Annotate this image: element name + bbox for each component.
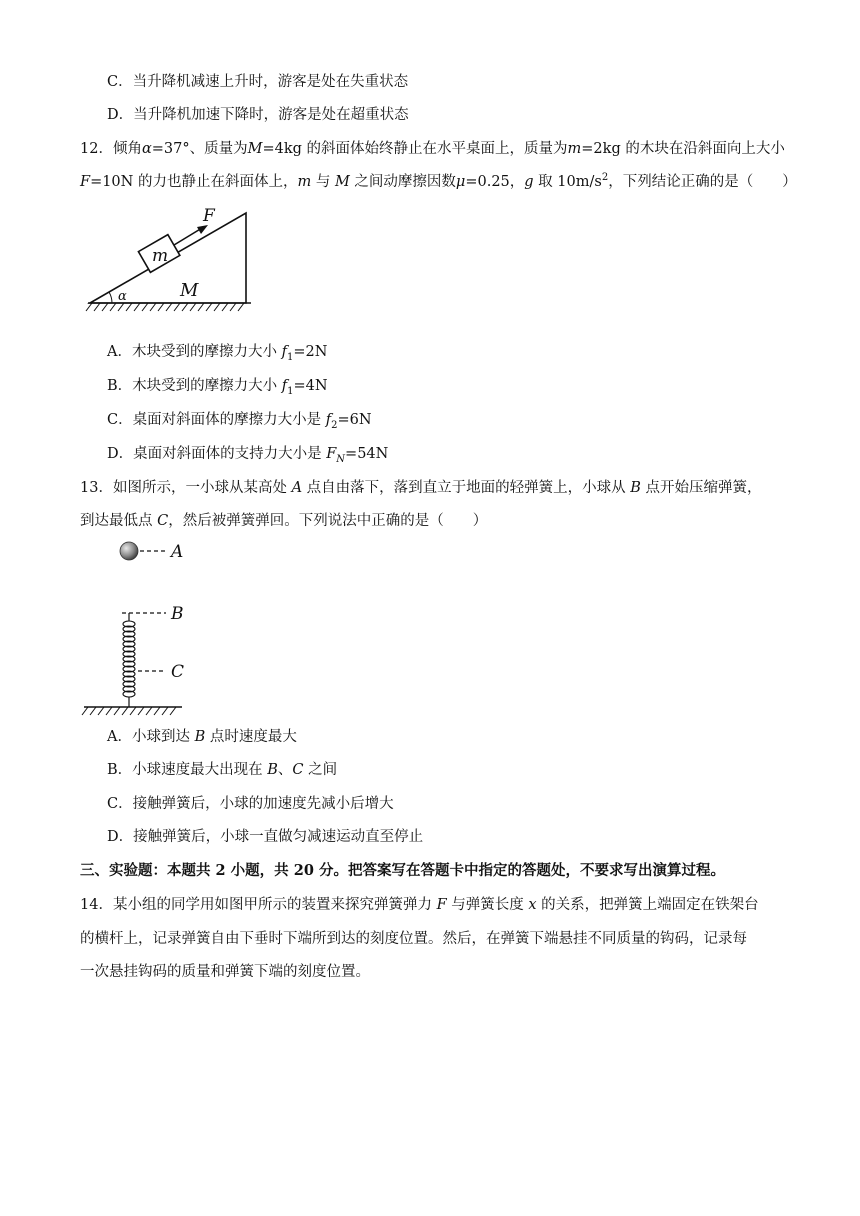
incline-figure <box>86 205 256 320</box>
label-A: A <box>171 542 184 562</box>
q13-option-a: A．小球到达 B 点时速度最大 <box>107 729 297 745</box>
q12-option-c: C．桌面对斜面体的摩擦力大小是 $f_2=6N$ <box>107 412 372 431</box>
q12-stem-line2: F=10N 的力也静止在斜面体上，m 与 M 之间动摩擦因数μ=0.25，g 取 $10m/s^2$，下列结论正确的是（ ） <box>80 172 797 190</box>
q12-option-a: A．木块受到的摩擦力大小 $f_1=2N$ <box>107 344 328 363</box>
q13-stem-line2: 到达最低点 C，然后被弹簧弹回。下列说法中正确的是（ ） <box>80 513 488 529</box>
label-m: m <box>152 246 169 266</box>
q12-option-b: B．木块受到的摩擦力大小 $f_1=4N$ <box>107 378 328 397</box>
q14-stem-line2: 的横杆上，记录弹簧自由下垂时下端所到达的刻度位置。然后，在弹簧下端悬挂不同质量的钩码，记录每 <box>80 931 747 947</box>
label-alpha: α <box>118 289 127 304</box>
q13-option-b: B．小球速度最大出现在 B、C 之间 <box>107 762 338 778</box>
section-3-heading: 三、实验题：本题共 2 小题，共 20 分。把答案写在答题卡中指定的答题处，不要求写出演算过程。 <box>80 862 725 879</box>
q11-option-c: C．当升降机减速上升时，游客是处在失重状态 <box>107 74 409 90</box>
q13-option-d: D．接触弹簧后，小球一直做匀减速运动直至停止 <box>107 829 424 845</box>
q12-option-d: D．桌面对斜面体的支持力大小是 $F_N=54N$ <box>107 446 389 465</box>
q14-stem-line1: 14．某小组的同学用如图甲所示的装置来探究弹簧弹力 F 与弹簧长度 x 的关系，把弹簧上端固定在铁架台 <box>80 897 759 913</box>
q11-option-d: D．当升降机加速下降时，游客是处在超重状态 <box>107 107 409 123</box>
spring-figure <box>82 535 202 720</box>
label-C: C <box>171 662 185 682</box>
q14-stem-line3: 一次悬挂钩码的质量和弹簧下端的刻度位置。 <box>80 964 370 980</box>
ball-icon <box>120 542 138 560</box>
label-F: F <box>203 206 215 226</box>
label-M: M <box>180 280 199 301</box>
q13-option-c: C．接触弹簧后，小球的加速度先减小后增大 <box>107 796 394 812</box>
label-B: B <box>171 604 184 624</box>
q13-stem-line1: 13．如图所示，一小球从某高处 A 点自由落下，落到直立于地面的轻弹簧上，小球从 B 点开始压缩弹簧， <box>80 480 762 496</box>
q12-stem-line1: 12．倾角α=37°、质量为M=4kg 的斜面体始终静止在水平桌面上，质量为m=2kg 的木块在沿斜面向上大小 <box>80 141 785 157</box>
